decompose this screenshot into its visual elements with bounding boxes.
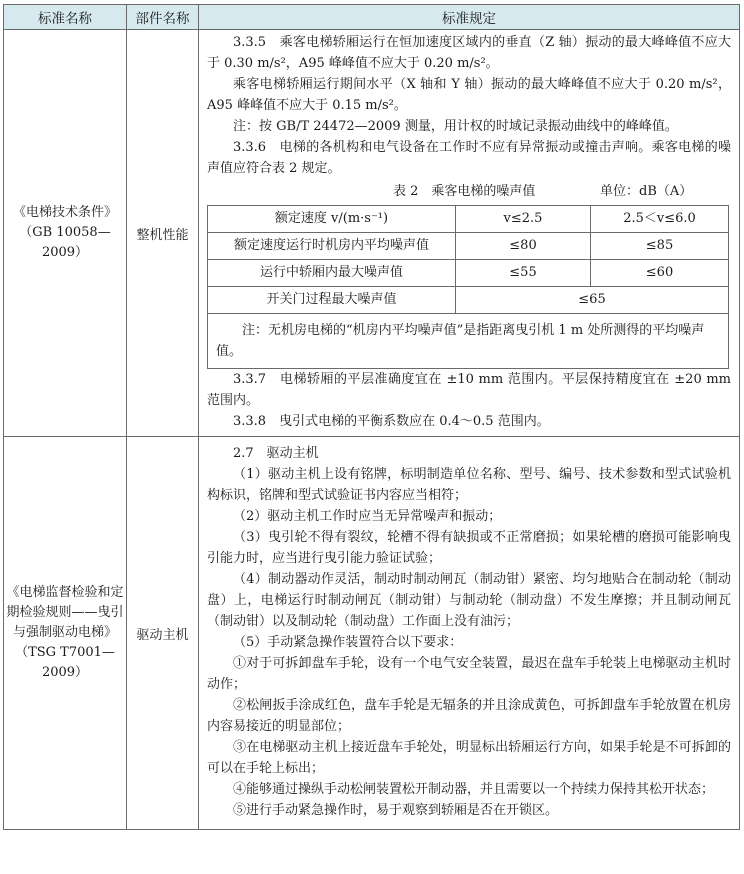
header-standard-name: 标准名称 <box>4 5 127 30</box>
spec-paragraph: （3）曳引轮不得有裂纹，轮槽不得有缺损或不正常磨损；如果轮槽的磨损可能影响曳引能力时，应当进行曳引能力验证试验； <box>207 530 731 566</box>
specification-cell <box>199 437 740 830</box>
spec-paragraph: 3.3.6 电梯的各机构和电气设备在工作时不应有异常振动或撞击声响。乘客电梯的噪声值应符合表 2 规定。 <box>207 140 731 176</box>
noise-table-row <box>208 233 729 260</box>
header-row <box>4 5 740 30</box>
spec-paragraph: ④能够通过操纵手动松闸装置松开制动器，并且需要以一个持续力保持其松开状态； <box>233 782 715 797</box>
noise-head-high: 2.5＜v≤6.0 <box>591 206 729 233</box>
spec-paragraph: 2.7 驱动主机 <box>233 446 319 461</box>
noise-head-speed: 额定速度 v/(m·s⁻¹) <box>208 206 456 233</box>
component-name: 整机性能 <box>136 227 189 243</box>
component-name-cell <box>127 437 199 830</box>
spec-paragraph: ⑤进行手动紧急操作时，易于观察到轿厢是否在开锁区。 <box>233 803 559 818</box>
header-component-name: 部件名称 <box>127 5 199 30</box>
spec-paragraph: 注：按 GB/T 24472—2009 测量，用计权的时域记录振动曲线中的峰峰值。 <box>233 119 678 134</box>
noise-table-caption <box>207 179 731 205</box>
noise-table-note: 注：无机房电梯的“机房内平均噪声值”是指距离曳引机 1 m 处所测得的平均噪声值。 <box>216 323 705 359</box>
noise-table-note-cell <box>208 314 729 369</box>
component-name-cell <box>127 30 199 437</box>
noise-row-value: ≤80 <box>456 233 591 260</box>
noise-row-value: ≤65 <box>456 287 729 314</box>
standard-name: 《电梯监督检验和定期检验规则——曳引与强制驱动电梯》（TSG T7001—2009） <box>6 585 124 680</box>
noise-row-label: 额定速度运行时机房内平均噪声值 <box>208 233 456 260</box>
noise-table-title: 表 2 乘客电梯的噪声值 <box>393 184 536 199</box>
standard-name-cell <box>4 437 127 830</box>
noise-row-label: 开关门过程最大噪声值 <box>208 287 456 314</box>
spec-paragraph: 乘客电梯轿厢运行期间水平（X 轴和 Y 轴）振动的最大峰峰值不应大于 0.20 m/s²，A95 峰峰值不应大于 0.15 m/s²。 <box>207 77 731 113</box>
spec-paragraph: ③在电梯驱动主机上接近盘车手轮处，明显标出轿厢运行方向，如果手轮是不可拆卸的可以在手轮上标出； <box>207 740 731 776</box>
specification-cell <box>199 30 740 437</box>
noise-table <box>207 205 729 369</box>
noise-row-label: 运行中轿厢内最大噪声值 <box>208 260 456 287</box>
spec-paragraph: 3.3.8 曳引式电梯的平衡系数应在 0.4～0.5 范围内。 <box>233 414 550 429</box>
noise-row-value: ≤55 <box>456 260 591 287</box>
spec-paragraph: （4）制动器动作灵活，制动时制动闸瓦（制动钳）紧密、均匀地贴合在制动轮（制动盘）上，电梯运行时制动闸瓦（制动钳）与制动轮（制动盘）不发生摩擦；并且制动闸瓦（制动钳）以及制动轮（制动盘）工作面上没有油污； <box>207 572 731 629</box>
spec-paragraph: 3.3.5 乘客电梯轿厢运行在恒加速度区域内的垂直（Z 轴）振动的最大峰峰值不应大于 0.30 m/s²，A95 峰峰值不应大于 0.20 m/s²。 <box>207 35 731 71</box>
table-row <box>4 437 740 830</box>
spec-paragraph: （2）驱动主机工作时应当无异常噪声和振动； <box>233 509 502 524</box>
noise-row-value: ≤60 <box>591 260 729 287</box>
noise-table-head <box>208 206 729 233</box>
spec-paragraph: （1）驱动主机上设有铭牌，标明制造单位名称、型号、编号、技术参数和型式试验机构标识，铭牌和型式试验证书内容应当相符； <box>207 467 731 503</box>
spec-paragraph: 3.3.7 电梯轿厢的平层准确度宜在 ±10 mm 范围内。平层保持精度宜在 ±20 mm 范围内。 <box>207 372 731 408</box>
spec-paragraph: （5）手动紧急操作装置符合以下要求： <box>233 635 463 650</box>
noise-row-value: ≤85 <box>591 233 729 260</box>
header-specification: 标准规定 <box>199 5 740 30</box>
noise-table-row <box>208 287 729 314</box>
spec-paragraph: ①对于可拆卸盘车手轮，设有一个电气安全装置，最迟在盘车手轮装上电梯驱动主机时动作； <box>207 656 731 692</box>
standards-table <box>3 4 740 830</box>
table-row <box>4 30 740 437</box>
noise-table-row <box>208 260 729 287</box>
standard-name: 《电梯技术条件》（GB 10058—2009） <box>12 205 117 260</box>
component-name: 驱动主机 <box>136 627 189 643</box>
spec-paragraph: ②松闸扳手涂成红色，盘车手轮是无辐条的并且涂成黄色，可拆卸盘车手轮放置在机房内容易接近的明显部位； <box>207 698 731 734</box>
noise-table-note-row <box>208 314 729 369</box>
noise-table-unit: 单位：dB（A） <box>600 184 693 199</box>
standard-name-cell <box>4 30 127 437</box>
noise-head-low: v≤2.5 <box>456 206 591 233</box>
